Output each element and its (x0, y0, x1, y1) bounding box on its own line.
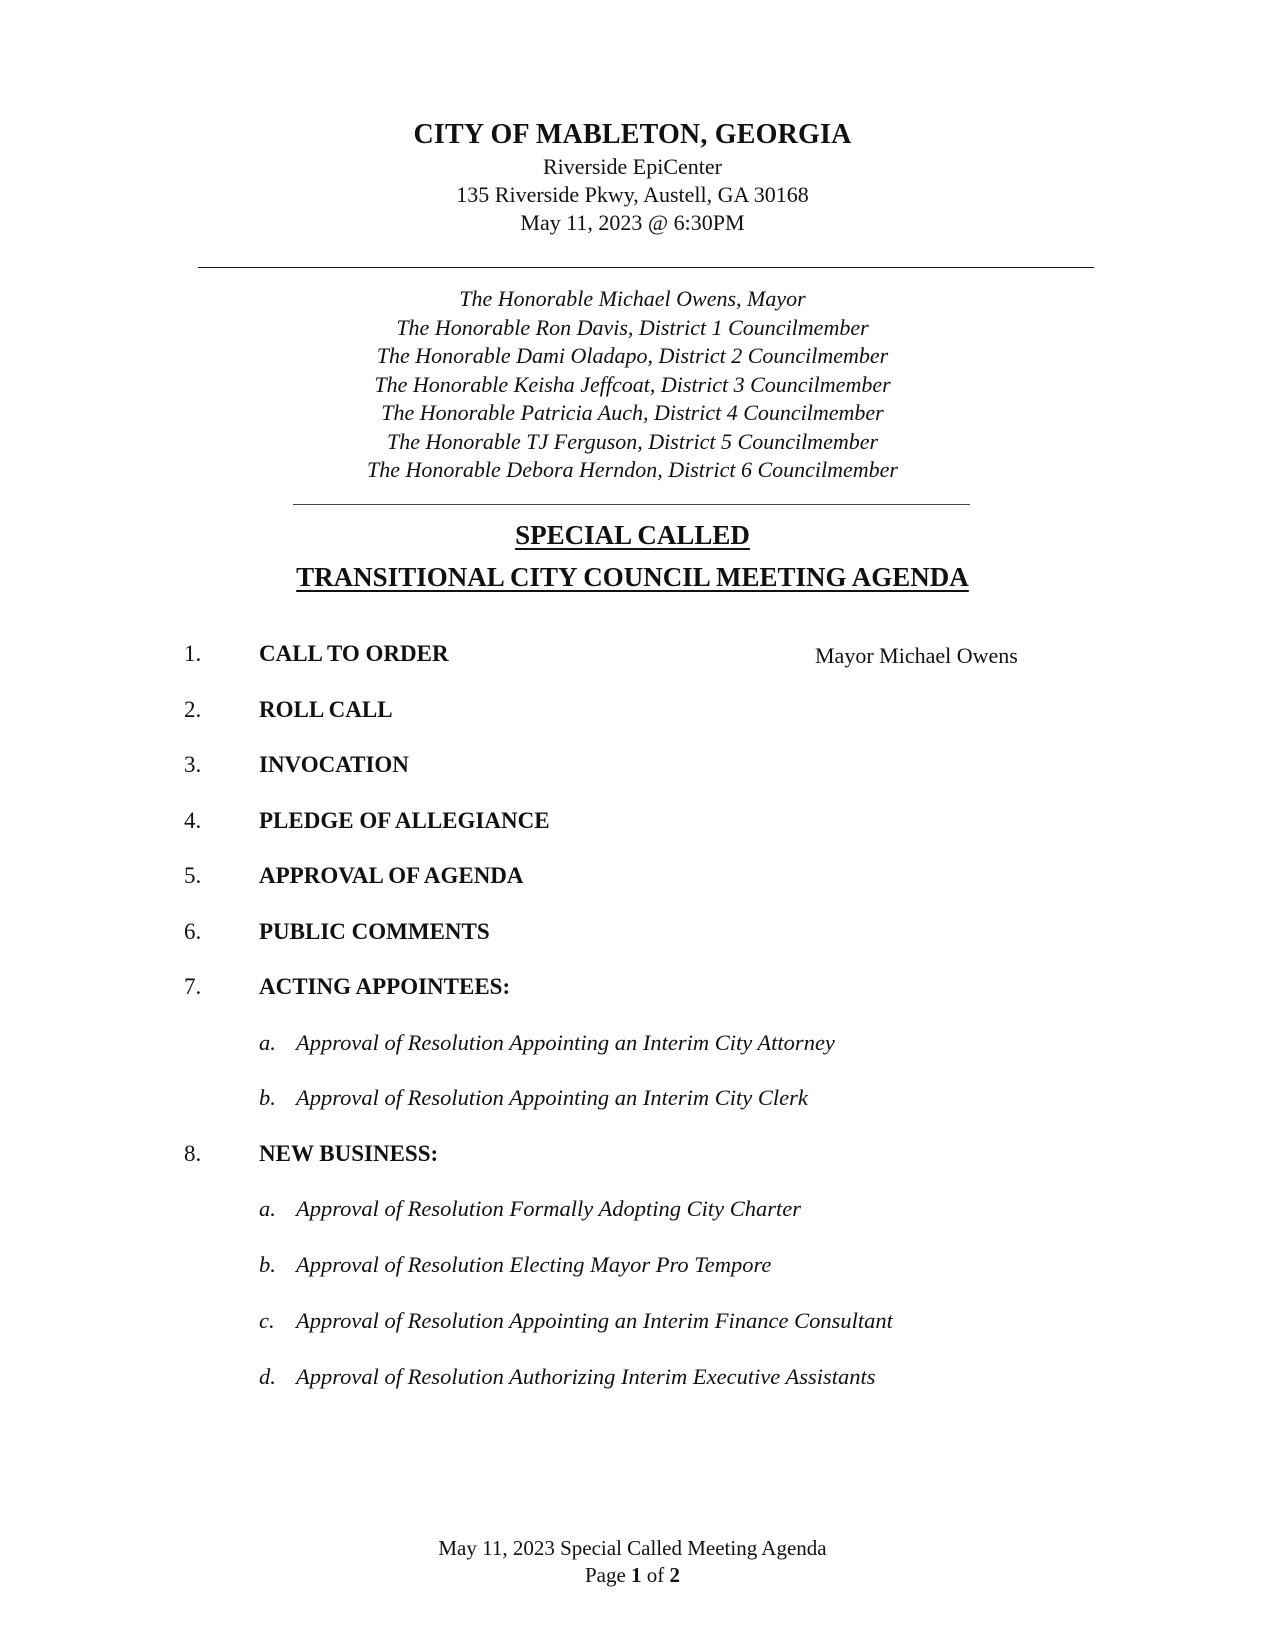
official-district-4: The Honorable Patricia Auch, District 4 Councilmember (381, 400, 884, 425)
item-number: 5. (184, 863, 202, 888)
officials-list (0, 285, 1265, 485)
official-district-3: The Honorable Keisha Jeffcoat, District 3 Councilmember (374, 371, 891, 397)
subitem-letter: c. (259, 1308, 275, 1333)
agenda-item-5 (0, 863, 1265, 895)
subitem-text: Approval of Resolution Appointing an Interim Finance Consultant (296, 1308, 893, 1333)
subitem-letter: b. (259, 1252, 276, 1277)
subitem-letter: d. (259, 1364, 276, 1389)
city-title: CITY OF MABLETON, GEORGIA (413, 119, 852, 150)
header-divider (198, 267, 1094, 268)
item-label: PUBLIC COMMENTS (259, 919, 490, 944)
venue-name: Riverside EpiCenter (542, 154, 722, 179)
subitem-letter: a. (259, 1196, 276, 1221)
item-label: INVOCATION (259, 752, 409, 777)
item-label: ROLL CALL (259, 697, 393, 722)
agenda-item-1 (0, 641, 1265, 673)
agenda-heading-line1: SPECIAL CALLED (515, 520, 750, 550)
subitem-text: Approval of Resolution Appointing an Interim City Attorney (296, 1030, 835, 1055)
item-number: 6. (184, 919, 202, 944)
official-district-1: The Honorable Ron Davis, District 1 Councilmember (396, 314, 869, 340)
item-label: ACTING APPOINTEES: (259, 974, 511, 999)
item-label: CALL TO ORDER (259, 641, 449, 666)
subitem-letter: a. (259, 1030, 276, 1055)
item-number: 3. (184, 752, 202, 777)
item-label: NEW BUSINESS: (259, 1141, 439, 1166)
agenda-heading-line2: TRANSITIONAL CITY COUNCIL MEETING AGENDA (296, 562, 969, 592)
agenda-item-8 (0, 1141, 1265, 1173)
item-number: 8. (184, 1141, 202, 1166)
official-district-5: The Honorable TJ Ferguson, District 5 Councilmember (386, 428, 879, 454)
official-district-2: The Honorable Dami Oladapo, District 2 Councilmember (376, 343, 889, 368)
footer-title: May 11, 2023 Special Called Meeting Agenda (438, 1536, 827, 1560)
subitem-text: Approval of Resolution Electing Mayor Pro Tempore (296, 1252, 772, 1277)
venue-address: 135 Riverside Pkwy, Austell, GA 30168 (456, 182, 809, 207)
item-label: PLEDGE OF ALLEGIANCE (259, 808, 550, 833)
item-number: 1. (184, 641, 202, 666)
agenda-item-7 (0, 974, 1265, 1006)
agenda-item-6 (0, 919, 1265, 951)
subitem-text: Approval of Resolution Formally Adopting City Charter (296, 1196, 801, 1221)
agenda-item-3 (0, 752, 1265, 784)
item-number: 4. (184, 808, 202, 833)
subitem-text: Approval of Resolution Appointing an Interim City Clerk (296, 1085, 808, 1110)
agenda-item-2 (0, 697, 1265, 729)
agenda-item-4 (0, 808, 1265, 840)
subitem-letter: b. (259, 1085, 276, 1110)
footer-page-number: Page 1 of 2 (584, 1563, 681, 1587)
officials-divider (293, 504, 970, 505)
item-label: APPROVAL OF AGENDA (259, 863, 524, 888)
official-district-6: The Honorable Debora Herndon, District 6 Councilmember (366, 457, 898, 482)
official-mayor: The Honorable Michael Owens, Mayor (459, 286, 806, 311)
subitem-text: Approval of Resolution Authorizing Interim Executive Assistants (296, 1364, 876, 1389)
item-presenter: Mayor Michael Owens (815, 643, 1018, 668)
item-number: 7. (184, 974, 202, 999)
meeting-datetime: May 11, 2023 @ 6:30PM (520, 210, 745, 235)
item-number: 2. (184, 697, 202, 722)
